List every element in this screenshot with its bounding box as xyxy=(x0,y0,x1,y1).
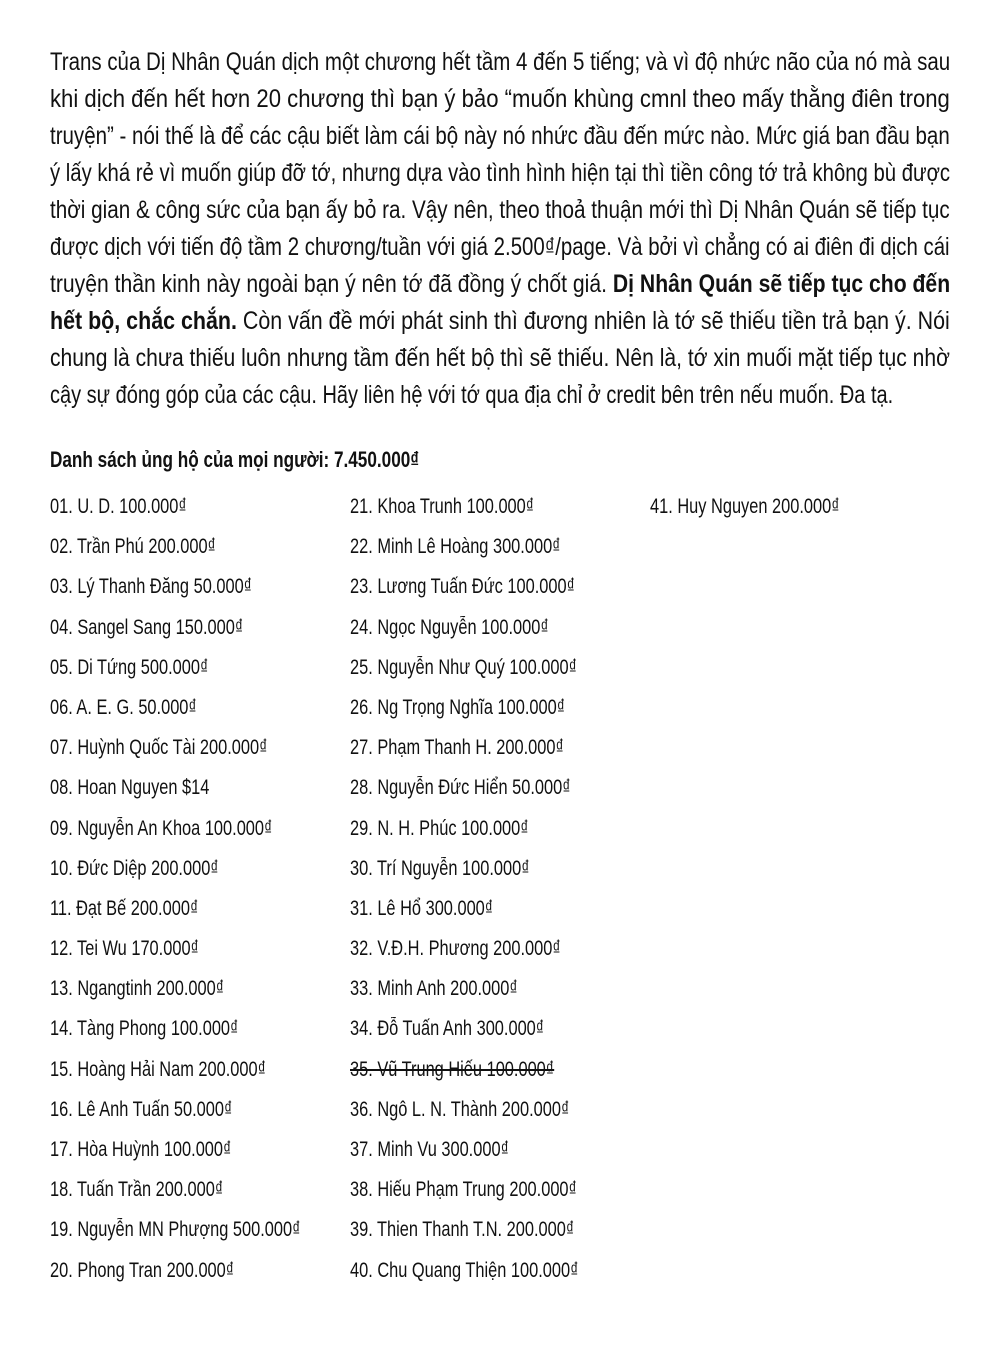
donor-entry-text: 09. Nguyễn An Khoa 100.000₫ xyxy=(50,816,273,840)
donor-entry xyxy=(350,691,650,731)
donor-entry xyxy=(50,892,350,932)
intro-line xyxy=(50,155,950,192)
donor-entry-text: 40. Chu Quang Thiện 100.000₫ xyxy=(350,1258,579,1282)
intro-line-mixed xyxy=(50,266,950,303)
donor-entry-text: 39. Thien Thanh T.N. 200.000₫ xyxy=(350,1218,575,1242)
donor-entry xyxy=(350,731,650,771)
intro-line-text: chung là chưa thiếu luôn nhưng tầm đến hết bộ thì sẽ thiếu. Nên là, tớ xin muối mặt tiếp tục nhờ xyxy=(50,344,950,372)
donor-entry xyxy=(50,1254,350,1294)
donor-entry-text: 22. Minh Lê Hoàng 300.000₫ xyxy=(350,535,561,559)
donor-entry xyxy=(350,611,650,651)
donor-entry xyxy=(50,530,350,570)
intro-emphasis: Dị Nhân Quán sẽ tiếp tục cho đến xyxy=(612,270,951,298)
donor-column-3 xyxy=(650,490,950,530)
donor-entry xyxy=(50,771,350,811)
donor-entry xyxy=(50,691,350,731)
donor-entry-text: 30. Trí Nguyễn 100.000₫ xyxy=(350,856,530,880)
donor-entry-text: 05. Di Tứng 500.000₫ xyxy=(50,655,209,679)
donor-entry xyxy=(350,490,650,530)
donor-entry-text: 38. Hiếu Phạm Trung 200.000₫ xyxy=(350,1178,577,1202)
donor-entry-text: 23. Lương Tuấn Đức 100.000₫ xyxy=(350,575,576,599)
donor-entry xyxy=(50,651,350,691)
intro-line xyxy=(50,44,950,81)
donor-entry-text: 28. Nguyễn Đức Hiển 50.000₫ xyxy=(350,776,571,800)
donor-entry-text: 25. Nguyễn Như Quý 100.000₫ xyxy=(350,655,578,679)
intro-line-text: truyện thần kinh này ngoài bạn ý nên tớ đã đồng ý chốt giá. xyxy=(50,270,613,298)
donor-entry xyxy=(350,932,650,972)
donor-entry xyxy=(50,1133,350,1173)
donor-entry-text: 20. Phong Tran 200.000₫ xyxy=(50,1258,235,1282)
donor-entry-text: 18. Tuấn Trần 200.000₫ xyxy=(50,1178,224,1202)
donor-entry-text: 36. Ngô L. N. Thành 200.000₫ xyxy=(350,1097,570,1121)
donor-entry-text: 21. Khoa Trunh 100.000₫ xyxy=(350,495,535,518)
donor-entry-text: 15. Hoàng Hải Nam 200.000₫ xyxy=(50,1057,267,1081)
donor-entry-text: 07. Huỳnh Quốc Tài 200.000₫ xyxy=(50,736,268,760)
donor-entry xyxy=(50,812,350,852)
donor-entry xyxy=(350,771,650,811)
donor-entry-text: 27. Phạm Thanh H. 200.000₫ xyxy=(350,736,564,760)
donor-column-1 xyxy=(50,490,350,1294)
donor-entry xyxy=(50,490,350,530)
intro-line xyxy=(50,118,950,155)
donor-entry-text: 26. Ng Trọng Nghĩa 100.000₫ xyxy=(350,695,566,719)
intro-line-text: cậy sự đóng góp của các cậu. Hãy liên hệ với tớ qua địa chỉ ở credit bên trên nếu muốn. Đa tạ. xyxy=(50,381,894,409)
donor-entry-text: 14. Tàng Phong 100.000₫ xyxy=(50,1017,239,1041)
donor-entry xyxy=(350,1173,650,1213)
donor-entry xyxy=(350,972,650,1012)
intro-line xyxy=(50,192,950,229)
donor-entry-text: 32. V.Đ.H. Phương 200.000₫ xyxy=(350,937,561,961)
donor-entry-text: 13. Ngangtinh 200.000₫ xyxy=(50,977,225,1001)
intro-line-text: Trans của Dị Nhân Quán dịch một chương hết tầm 4 đến 5 tiếng; và vì độ nhức não của nó mà sau xyxy=(50,48,951,76)
donor-entry xyxy=(50,1093,350,1133)
donor-entry xyxy=(50,611,350,651)
donor-entry-text: 04. Sangel Sang 150.000₫ xyxy=(50,615,244,639)
heading-text xyxy=(50,443,419,477)
donor-entry xyxy=(350,1254,650,1294)
intro-line-text: truyện” - nói thế là để các cậu biết làm cái bộ này nó nhức đầu đến mức nào. Mức giá ban đầu bạn xyxy=(50,122,950,150)
intro-line xyxy=(50,340,950,377)
donor-entry xyxy=(350,1213,650,1253)
donor-entry xyxy=(350,1012,650,1052)
donor-entry-text: 19. Nguyễn MN Phượng 500.000₫ xyxy=(50,1218,301,1242)
donation-list-heading xyxy=(50,443,523,477)
donor-entry-text: 37. Minh Vu 300.000₫ xyxy=(350,1138,509,1161)
donor-entry-text: 10. Đức Diệp 200.000₫ xyxy=(50,856,219,880)
intro-line-text: khi dịch đến hết hơn 20 chương thì bạn ý bảo “muốn khùng cmnl theo mấy thằng điên trong xyxy=(50,85,950,113)
intro-paragraph xyxy=(50,44,950,414)
donor-entry-text: 01. U. D. 100.000₫ xyxy=(50,495,187,518)
donor-entry-text: 17. Hòa Huỳnh 100.000₫ xyxy=(50,1138,232,1161)
donor-entry xyxy=(350,1133,650,1173)
donor-column-2 xyxy=(350,490,650,1294)
donor-entry xyxy=(350,812,650,852)
intro-line-text: thời gian & công sức của bạn ấy bỏ ra. Vậy nên, theo thoả thuận mới thì Dị Nhân Quán sẽ tiếp tục xyxy=(50,196,950,224)
donor-entry-text: 03. Lý Thanh Đăng 50.000₫ xyxy=(50,575,253,599)
donor-entry xyxy=(350,570,650,610)
donor-entry xyxy=(650,490,950,530)
intro-emphasis: hết bộ, chắc chắn. xyxy=(50,307,237,335)
donor-entry-text: 08. Hoan Nguyen $14 xyxy=(50,776,210,800)
intro-line xyxy=(50,377,950,414)
donor-entry-text: 06. A. E. G. 50.000₫ xyxy=(50,695,197,719)
donor-entry xyxy=(50,1173,350,1213)
donor-entry-text: 11. Đạt Bế 200.000₫ xyxy=(50,896,199,920)
intro-line-text: Còn vấn đề mới phát sinh thì đương nhiên là tớ sẽ thiếu tiền trả bạn ý. Nói xyxy=(236,307,950,335)
intro-line xyxy=(50,81,950,118)
donor-entry xyxy=(350,1093,650,1133)
donor-entry xyxy=(50,852,350,892)
donation-total: 7.450.000₫ xyxy=(333,447,420,472)
donor-entry-text: 29. N. H. Phúc 100.000₫ xyxy=(350,816,529,840)
donor-entry-text: 41. Huy Nguyen 200.000₫ xyxy=(650,495,840,518)
donor-entry xyxy=(50,1053,350,1093)
donor-entry xyxy=(50,972,350,1012)
donor-entry-text: 16. Lê Anh Tuấn 50.000₫ xyxy=(50,1097,233,1121)
donor-entry-text: 33. Minh Anh 200.000₫ xyxy=(350,977,518,1001)
donor-entry-text: 12. Tei Wu 170.000₫ xyxy=(50,937,199,961)
donor-entry-text: 24. Ngọc Nguyễn 100.000₫ xyxy=(350,615,549,639)
donor-entry-text: 31. Lê Hổ 300.000₫ xyxy=(350,896,494,920)
donor-entry xyxy=(50,570,350,610)
donor-entry xyxy=(350,530,650,570)
donor-entry xyxy=(50,731,350,771)
donor-entry xyxy=(350,892,650,932)
intro-line xyxy=(50,303,950,340)
donor-entry-text: 02. Trần Phú 200.000₫ xyxy=(50,535,216,559)
intro-line xyxy=(50,229,950,266)
intro-line-text: ý lấy khá rẻ vì muốn giúp đỡ tớ, nhưng dựa vào tình hình hiện tại thì tiền công tớ trả không bù được xyxy=(50,159,951,187)
donor-entry xyxy=(350,651,650,691)
intro-line xyxy=(50,266,950,303)
intro-line-text: được dịch với tiến độ tầm 2 chương/tuần với giá 2.500₫/page. Và bởi vì chẳng có ai điên đi dịch cái xyxy=(50,233,950,261)
donor-entry xyxy=(350,852,650,892)
donor-entry-text: 35. Vũ Trung Hiếu 100.000₫ xyxy=(350,1057,555,1081)
donor-entry xyxy=(50,932,350,972)
donor-entry xyxy=(50,1213,350,1253)
donor-entry xyxy=(50,1012,350,1052)
donor-entry-struck xyxy=(350,1053,650,1093)
heading-label: Danh sách ủng hộ của mọi người: xyxy=(50,447,334,472)
donor-entry-text: 34. Đỗ Tuấn Anh 300.000₫ xyxy=(350,1017,545,1041)
intro-line-mixed xyxy=(50,303,950,340)
